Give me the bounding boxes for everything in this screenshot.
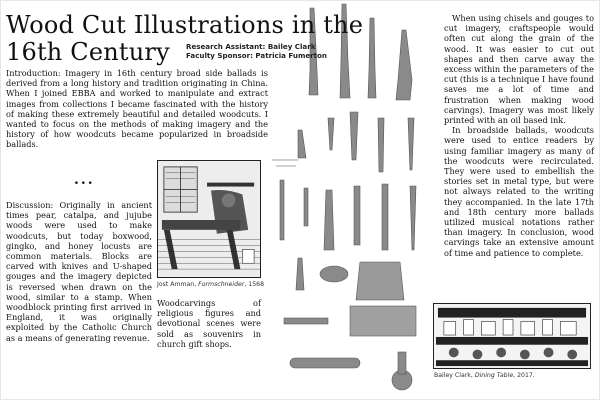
figure2-year: , 2017. xyxy=(513,372,535,379)
figure1-year: , 1568 xyxy=(244,281,265,288)
discussion-paragraph: Discussion: Originally in ancient times pear, catalpa, and jujube woods were used to make woodcuts, but today boxwood, gingko, and honey locusts are common materials. Blocks are carved with knives and U-shaped gouges and the imagery depicted is reversed when drawn on the wood, similar to a stamp. When woodblock printing first arrived in England, it was originally exploited by the Catholic Church as a means of generating revenue. xyxy=(6,200,152,343)
formschneider-woodcut-image xyxy=(157,160,261,278)
chisels-paragraph: When using chisels and gouges to cut imagery, craftspeople would often cut along the grain of the wood. It was easier to cut out shapes and then carve away the excess within the parameters of the cut (this is a technique I have found saves me a lot of time and frustration when making wood carvings). Imagery was most likely printed with an oil based ink. xyxy=(444,13,594,126)
broadside-paragraph: In broadside ballads, woodcuts were used to entice readers by using familiar imagery as many of the woodcuts were recirculated. They were used to embellish the stories set in metal type, but were not always related to the writing they accompanied. In the late 17th and 18th century more ballads utilized musical notations rather than imagery. In conclusion, wood carvings take an extensive amount of time and patience to complete. xyxy=(444,125,594,258)
faculty-sponsor: Faculty Sponsor: Patricia Fumerton xyxy=(186,51,327,60)
title-line-1: Wood Cut Illustrations in the xyxy=(6,11,364,39)
figure2-title: Dining Table xyxy=(474,372,514,379)
figure1-author: Jost Amman, xyxy=(157,281,199,288)
dining-table-woodcut-image xyxy=(433,303,591,369)
woodcarvings-paragraph: Woodcarvings of religious figures and devotional scenes were sold as souvenirs in church gift shops. xyxy=(157,298,261,349)
introduction-paragraph: Introduction: Imagery in 16th century broad side ballads is derived from a long history and tradition originating in China. When I joined EBBA and worked to manipulate and extract images from collections I became fascinated with the history of making these extremely beautiful and detailed woodcuts. I wanted to focus on the methods of making imagery and the history of how woodcuts became popularized in broadside ballads. xyxy=(6,68,268,150)
research-assistant: Research Assistant: Bailey Clark xyxy=(186,42,316,51)
title-line-2: 16th Century xyxy=(6,38,170,66)
figure2-caption xyxy=(434,372,592,380)
figure2-author: Bailey Clark, xyxy=(434,372,475,379)
right-column xyxy=(444,13,594,258)
section-ellipsis: ... xyxy=(74,172,95,188)
credits xyxy=(186,42,356,60)
figure1-title: Formschneider xyxy=(198,281,245,288)
figure1-caption xyxy=(157,281,267,289)
